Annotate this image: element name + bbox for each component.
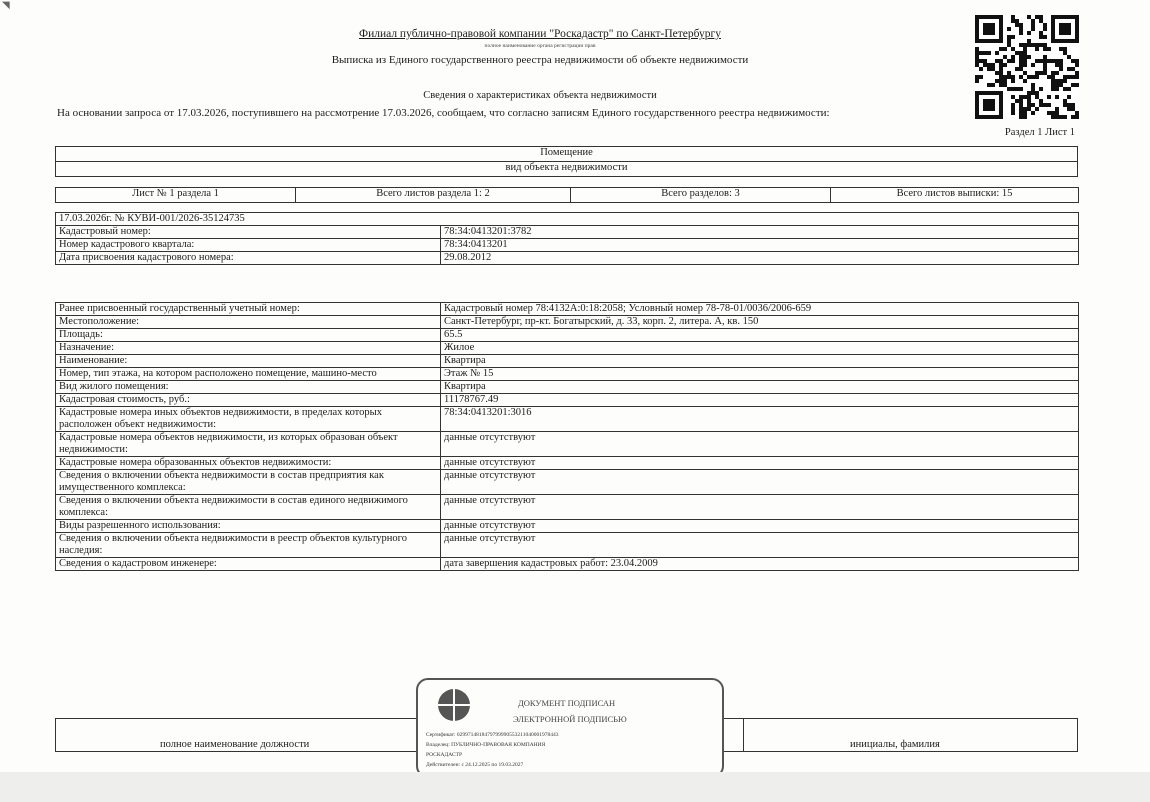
table-row: [56, 558, 1079, 571]
row-value: данные отсутствуют: [441, 495, 1079, 520]
row-label: Кадастровый номер:: [56, 226, 441, 239]
row-label: Номер, тип этажа, на котором расположено помещение, машино-место: [56, 368, 441, 381]
details-table: [55, 302, 1079, 571]
table-row: [56, 432, 1079, 457]
table-row: [56, 329, 1079, 342]
row-label: Сведения о кадастровом инженере:: [56, 558, 441, 571]
table-row: [56, 470, 1079, 495]
emblem-icon: [436, 687, 472, 723]
scan-corner-mark: ◥: [2, 0, 10, 11]
table-row: [56, 368, 1079, 381]
row-value: данные отсутствуют: [441, 457, 1079, 470]
row-value: 78:34:0413201: [441, 239, 1079, 252]
row-label: Виды разрешенного использования:: [56, 520, 441, 533]
row-value: Этаж № 15: [441, 368, 1079, 381]
row-label: Назначение:: [56, 342, 441, 355]
sheet-number: Лист № 1 раздела 1: [56, 188, 296, 203]
table-row: [56, 355, 1079, 368]
extract-sheets-total: Всего листов выписки: 15: [831, 188, 1079, 203]
row-label: Площадь:: [56, 329, 441, 342]
name-caption: инициалы, фамилия: [850, 739, 940, 750]
row-value: 78:34:0413201:3782: [441, 226, 1079, 239]
row-value: 11178767.49: [441, 394, 1079, 407]
table-row: [56, 520, 1079, 533]
row-label: Кадастровые номера образованных объектов недвижимости:: [56, 457, 441, 470]
row-label: Номер кадастрового квартала:: [56, 239, 441, 252]
identifiers-table: [55, 212, 1079, 265]
row-value: 78:34:0413201:3016: [441, 407, 1079, 432]
row-label: Местоположение:: [56, 316, 441, 329]
row-label: Наименование:: [56, 355, 441, 368]
org-caption: полное наименование органа регистрации прав: [484, 43, 596, 49]
document-number: 17.03.2026г. № КУВИ-001/2026-35124735: [56, 213, 1079, 226]
scan-background: [0, 772, 1150, 802]
table-row: [56, 533, 1079, 558]
row-label: Вид жилого помещения:: [56, 381, 441, 394]
table-row: [56, 394, 1079, 407]
table-row: [56, 252, 1079, 265]
object-type-table: [55, 146, 1078, 177]
row-value: Жилое: [441, 342, 1079, 355]
row-value: Квартира: [441, 355, 1079, 368]
row-label: Сведения о включении объекта недвижимости в состав предприятия как имущественного комплекса:: [56, 470, 441, 495]
row-value: Квартира: [441, 381, 1079, 394]
table-row: [56, 226, 1079, 239]
electronic-signature-stamp: [416, 678, 724, 778]
basis-text: На основании запроса от 17.03.2026, поступившего на рассмотрение 17.03.2026, сообщаем, что согласно записям Единого государственного реестра недвижимости:: [57, 107, 830, 119]
row-label: Дата присвоения кадастрового номера:: [56, 252, 441, 265]
org-name: Филиал публично-правовой компании "Роскадастр" по Санкт-Петербургу: [358, 28, 721, 40]
row-value: 29.08.2012: [441, 252, 1079, 265]
table-row: [56, 342, 1079, 355]
table-row: [56, 316, 1079, 329]
stamp-certificate: Сертификат: 0299714818479799990553211040001978443: [426, 732, 559, 738]
table-row: [56, 407, 1079, 432]
table-row: [56, 381, 1079, 394]
table-row: [56, 303, 1079, 316]
row-value: данные отсутствуют: [441, 470, 1079, 495]
table-row: [56, 457, 1079, 470]
row-label: Сведения о включении объекта недвижимости в состав единого недвижимого комплекса:: [56, 495, 441, 520]
extract-title: Выписка из Единого государственного реестра недвижимости об объекте недвижимости: [331, 54, 749, 66]
qr-code-icon: [975, 15, 1079, 119]
stamp-owner-2: РОСКАДАСТР: [426, 752, 463, 758]
stamp-validity: Действителен: с 24.12.2025 по 19.03.2027: [426, 762, 524, 768]
row-value: Санкт-Петербург, пр-кт. Богатырский, д. 33, корп. 2, литера. А, кв. 150: [441, 316, 1079, 329]
object-type-caption: вид объекта недвижимости: [56, 162, 1078, 177]
stamp-line-1: ДОКУМЕНТ ПОДПИСАН: [518, 698, 616, 708]
section-sheet-label: Раздел 1 Лист 1: [1004, 127, 1075, 138]
object-type: Помещение: [56, 147, 1078, 162]
stamp-owner: Владелец: ПУБЛИЧНО-ПРАВОВАЯ КОМПАНИЯ: [426, 742, 546, 748]
row-label: Кадастровые номера иных объектов недвижимости, в пределах которых расположен объект недвижимости:: [56, 407, 441, 432]
table-row: [56, 239, 1079, 252]
position-caption: полное наименование должности: [160, 739, 310, 750]
table-row: [56, 495, 1079, 520]
row-value: дата завершения кадастровых работ: 23.04.2009: [441, 558, 1079, 571]
row-value: данные отсутствуют: [441, 533, 1079, 558]
sheets-in-section: Всего листов раздела 1: 2: [296, 188, 571, 203]
row-value: данные отсутствуют: [441, 520, 1079, 533]
row-label: Ранее присвоенный государственный учетный номер:: [56, 303, 441, 316]
sections-total: Всего разделов: 3: [571, 188, 831, 203]
row-label: Кадастровые номера объектов недвижимости, из которых образован объект недвижимости:: [56, 432, 441, 457]
row-value: данные отсутствуют: [441, 432, 1079, 457]
stamp-line-2: ЭЛЕКТРОННОЙ ПОДПИСЬЮ: [513, 714, 627, 724]
row-label: Сведения о включении объекта недвижимости в реестр объектов культурного наследия:: [56, 533, 441, 558]
row-value: Кадастровый номер 78:4132А:0:18:2058; Условный номер 78-78-01/0036/2006-659: [441, 303, 1079, 316]
row-label: Кадастровая стоимость, руб.:: [56, 394, 441, 407]
section-title: Сведения о характеристиках объекта недвижимости: [423, 90, 657, 101]
sheets-table: [55, 187, 1079, 203]
row-value: 65.5: [441, 329, 1079, 342]
